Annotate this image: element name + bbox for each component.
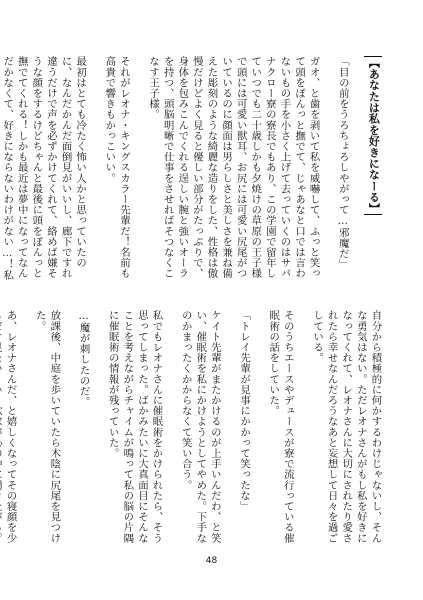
bottom-paragraph: あ、レオナさんだ、と嬉しくなってその寝顔を少 [4,310,17,544]
top-text-section [1,56,397,288]
page-number: 48 [205,556,218,566]
top-paragraph: 最初はとても冷たく怖い人かと思っていたのに、なんだかんだ面倒見がいいし、廊下ですれ違うだけで声を必ずかけてくれて、絡めば嫌そうな顔をするけどちゃんと最後に頭をぽんっと撫でてくれる！しかも最近は夢中になってなんだかなくて、好きにならないわけがない…！私 [1,56,87,281]
top-paragraph: それがレオナ・キングスカラー先輩だ！名前も高貴で響きもかっこいい。 [103,56,130,279]
bottom-paragraph: ケイト先輩がまたかけるのが上手いんだわ、と笑い、催眠術を私にかけようとしてやめた。下手なのかまったくかからなくて笑い合う。 [179,310,221,544]
top-paragraph: ガオ、と歯を剥いて私を威嚇して、ふっと笑って頭をぽんっと撫でて、じゃあなと口では言わないもの手を小さく上げて去っていくのはサバナクロー寮の寮長でもあり、この学園で留年していつでも二十歳しかも夕焼けの草原の王子様で頭には可愛い獣耳、お尻には可愛い尻尾がついているのに顔面は男らしさと美しさを兼ね備えた彫刻のような綺麗な造りをした、性格は傲慢だけどよく見ると優しい部分がたっぷりで、身体を包みこんでくれる逞しい腕と強いオーラを持つ、頭脳明晰で仕事をさせればそつなくこなす王子様。 [147,56,320,279]
bottom-paragraph: …魔が刺したのだ。 [77,310,90,407]
bottom-paragraph: 放課後、中庭を歩いていたら木陰に尻尾を見つけた。 [33,310,61,544]
bottom-text-section [4,310,397,546]
bottom-paragraph: 「トレイ先輩が見事にかかって笑ったな」 [238,310,251,512]
section-heading: 【あなたは私を好きになーる】 [364,56,383,215]
bottom-paragraph: そのうちエースやデュースが寮で流行っている催眠術の話をしていた。 [267,310,294,544]
top-paragraph: 「目の前をうろちょろしやがって…邪魔だ」 [336,56,349,270]
bottom-paragraph: 私でもレオナさんに催眠術をかけられたら、そう思ってしまった。ばかみたいに大真面目にそんなことを考えながらチャイムが鳴って私の脳の片隅に催眠術の情報が残っていた。 [106,310,163,544]
bottom-paragraph: 自分から積極的に何かするわけじゃないし、そんな勇気はない。ただレオナさんがもし私を好きになってくれて、レオナさんに大切にされたり愛されたら幸せなんだろうなあと妄想して日々を過ごしている。 [311,310,382,544]
